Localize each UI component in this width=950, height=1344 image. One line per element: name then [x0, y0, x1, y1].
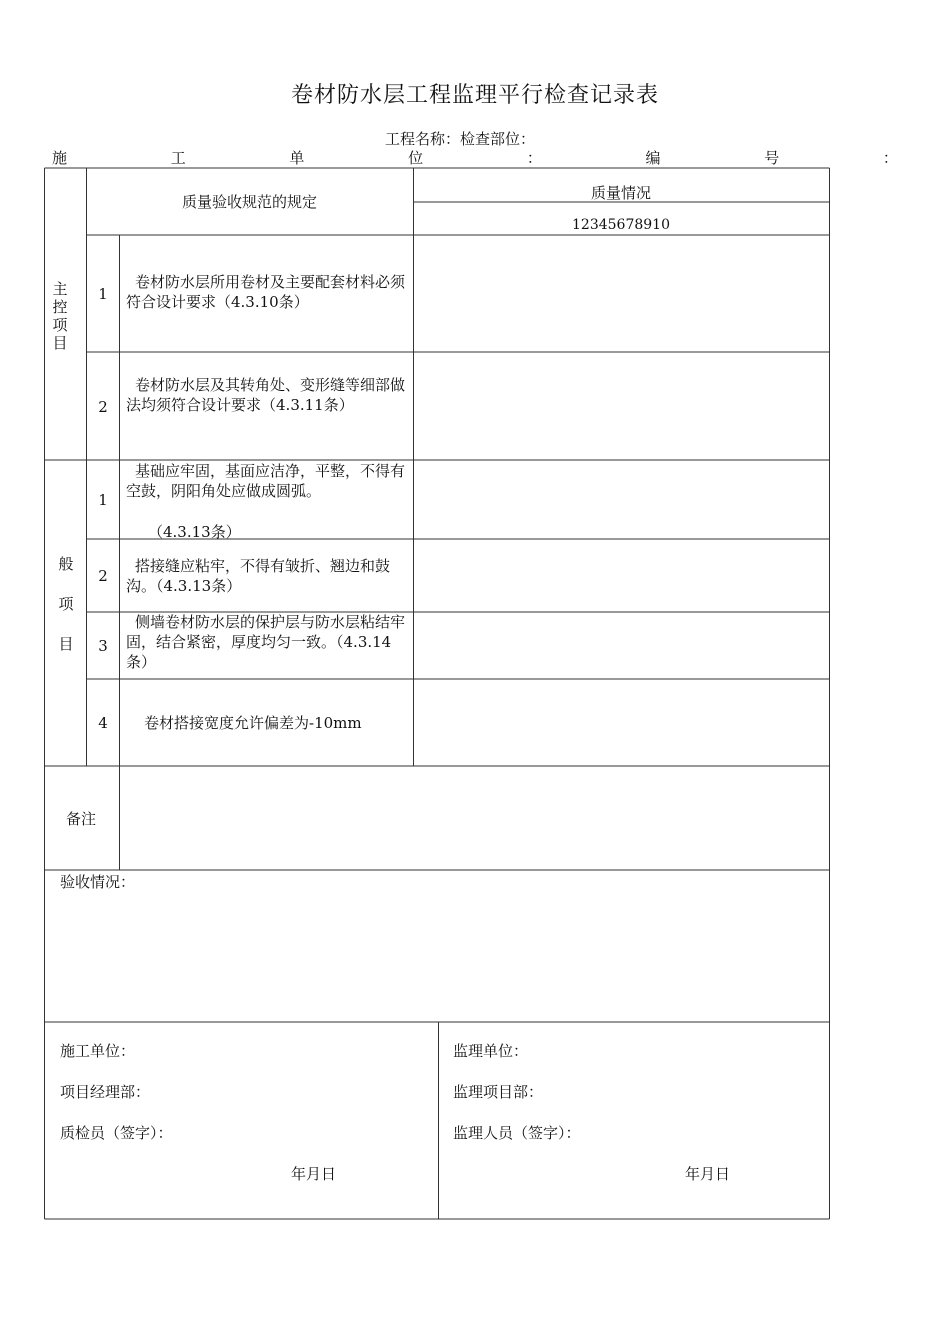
- general-group-label-char: 般: [58, 555, 74, 573]
- general-item-text: 卷材搭接宽度允许偏差为-10mm: [144, 714, 362, 732]
- main-item-no: 2: [98, 398, 108, 416]
- main-item-no: 1: [98, 285, 108, 303]
- unit-line-char: 编: [645, 149, 661, 167]
- spec-header: 质量验收规范的规定: [181, 193, 317, 211]
- left-date-label: 年月日: [291, 1165, 337, 1183]
- remarks-label: 备注: [66, 810, 97, 828]
- supervisor-signature-label: 监理人员（签字）：: [453, 1124, 581, 1142]
- unit-line-char: 单: [289, 149, 305, 167]
- supervision-dept-label: 监理项目部：: [453, 1083, 544, 1101]
- main-group-label: 主控项目: [52, 280, 68, 352]
- general-group-label-char: 项: [58, 595, 74, 613]
- general-item-no: 4: [98, 714, 108, 732]
- construction-unit-label: 施工单位：: [60, 1042, 136, 1060]
- general-item-text: 侧墙卷材防水层的保护层与防水层粘结牢固，结合紧密，厚度均匀一致。（4.3.14条）: [126, 613, 406, 671]
- general-item-ref: （4.3.13条）: [148, 523, 241, 541]
- quality-numbers: 12345678910: [572, 217, 670, 233]
- project-manager-label: 项目经理部：: [60, 1083, 151, 1101]
- general-item-no: 1: [98, 491, 108, 509]
- general-item-no: 2: [98, 567, 108, 585]
- unit-line-char: 工: [170, 149, 186, 167]
- unit-line-char: 号: [764, 149, 780, 167]
- unit-line: [52, 147, 898, 168]
- general-item-no: 3: [98, 637, 108, 655]
- unit-line-char: ：: [526, 149, 542, 167]
- supervision-unit-label: 监理单位：: [453, 1042, 529, 1060]
- unit-line-char: ：: [882, 149, 898, 167]
- inspector-signature-label: 质检员（签字）：: [60, 1124, 173, 1142]
- acceptance-label: 验收情况：: [60, 873, 136, 891]
- general-group-label-char: 目: [58, 635, 74, 653]
- main-item-text: 卷材防水层所用卷材及主要配套材料必须符合设计要求（4.3.10条）: [126, 273, 406, 311]
- page-title: 卷材防水层工程监理平行检查记录表: [290, 83, 659, 108]
- general-item-text: 搭接缝应粘牢，不得有皱折、翘边和鼓沟。（4.3.13条）: [126, 557, 391, 595]
- unit-line-char: 施: [52, 149, 68, 167]
- right-date-label: 年月日: [685, 1165, 731, 1183]
- project-line: 工程名称：检查部位：: [385, 130, 536, 148]
- general-item-text: 基础应牢固，基面应洁净，平整，不得有空鼓，阴阳角处应做成圆弧。: [126, 462, 406, 500]
- main-item-text: 卷材防水层及其转角处、变形缝等细部做法均须符合设计要求（4.3.11条）: [126, 376, 406, 414]
- quality-header: 质量情况: [590, 184, 651, 202]
- unit-line-char: 位: [408, 149, 424, 167]
